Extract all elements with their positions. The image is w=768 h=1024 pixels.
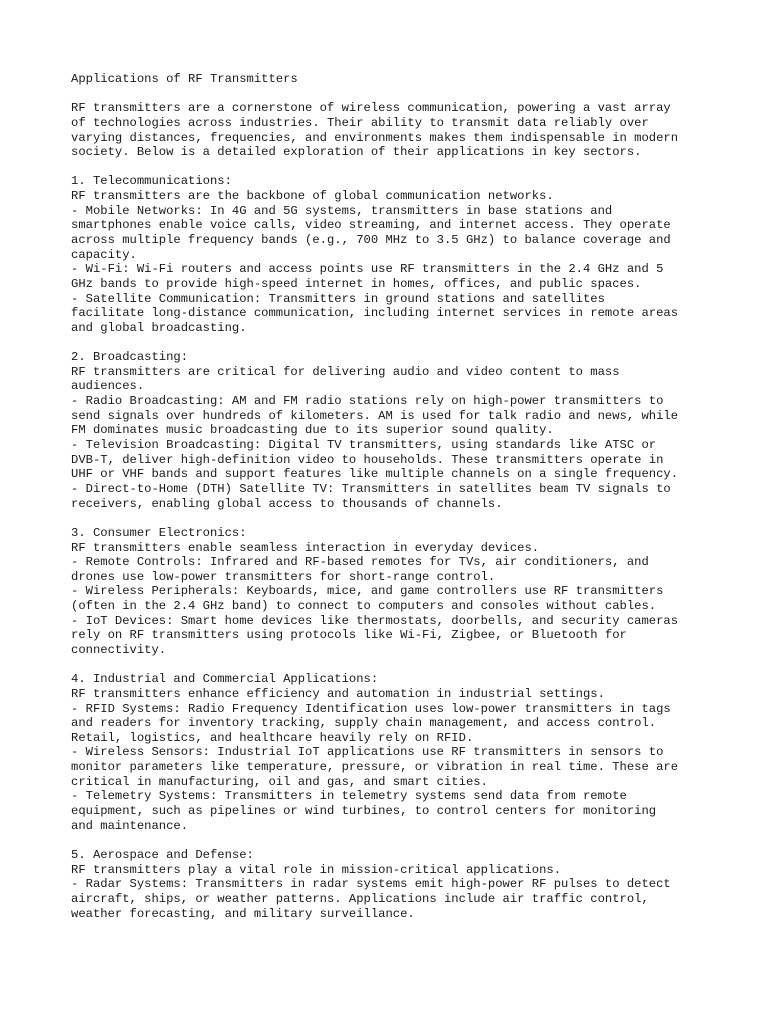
section-line: monitor parameters like temperature, pressure, or vibration in real time. These are <box>71 760 679 775</box>
section-line: - Radar Systems: Transmitters in radar systems emit high-power RF pulses to detect <box>71 877 671 892</box>
spacer <box>71 833 711 848</box>
section-line: smartphones enable voice calls, video streaming, and internet access. They operate <box>71 218 671 233</box>
section-line: weather forecasting, and military surveillance. <box>71 906 415 921</box>
section-telecommunications <box>71 174 711 335</box>
section-line: (often in the 2.4 GHz band) to connect to computers and consoles without cables. <box>71 599 657 614</box>
section-line: equipment, such as pipelines or wind turbines, to control centers for monitoring <box>71 804 657 819</box>
section-line: across multiple frequency bands (e.g., 700 MHz to 3.5 GHz) to balance coverage and <box>71 233 671 248</box>
section-line: critical in manufacturing, oil and gas, and smart cities. <box>71 774 488 789</box>
section-line: RF transmitters enhance efficiency and automation in industrial settings. <box>71 686 605 701</box>
section-aerospace-defense <box>71 848 711 921</box>
section-heading: 4. Industrial and Commercial Applications: <box>71 672 379 687</box>
section-line: receivers, enabling global access to thousands of channels. <box>71 496 503 511</box>
section-line: - Wi-Fi: Wi-Fi routers and access points use RF transmitters in the 2.4 GHz and 5 <box>71 262 664 277</box>
section-line: FM dominates music broadcasting due to its superior sound quality. <box>71 423 554 438</box>
section-consumer-electronics <box>71 526 711 658</box>
section-broadcasting <box>71 350 711 511</box>
section-line: - Satellite Communication: Transmitters in ground stations and satellites <box>71 291 605 306</box>
section-line: aircraft, ships, or weather patterns. Applications include air traffic control, <box>71 891 649 906</box>
spacer <box>71 160 711 175</box>
spacer <box>71 511 711 526</box>
section-line: - Mobile Networks: In 4G and 5G systems, transmitters in base stations and <box>71 203 613 218</box>
section-heading: 3. Consumer Electronics: <box>71 525 247 540</box>
section-line: - Telemetry Systems: Transmitters in telemetry systems send data from remote <box>71 789 627 804</box>
section-line: facilitate long-distance communication, including internet services in remote areas <box>71 306 679 321</box>
section-line: and global broadcasting. <box>71 320 247 335</box>
section-line: - Wireless Peripherals: Keyboards, mice, and game controllers use RF transmitters <box>71 584 664 599</box>
section-line: send signals over hundreds of kilometers. AM is used for talk radio and news, while <box>71 408 679 423</box>
section-line: RF transmitters play a vital role in mission-critical applications. <box>71 862 562 877</box>
spacer <box>71 658 711 673</box>
section-heading: 5. Aerospace and Defense: <box>71 847 254 862</box>
section-line: connectivity. <box>71 642 167 657</box>
section-line: drones use low-power transmitters for short-range control. <box>71 569 496 584</box>
section-line: DVB-T, deliver high-definition video to households. These transmitters operate in <box>71 452 664 467</box>
section-line: audiences. <box>71 379 145 394</box>
section-line: - RFID Systems: Radio Frequency Identification uses low-power transmitters in tags <box>71 701 671 716</box>
intro-line: RF transmitters are a cornerstone of wireless communication, powering a vast array <box>71 101 671 116</box>
section-line: RF transmitters are critical for delivering audio and video content to mass <box>71 364 620 379</box>
section-line: - Direct-to-Home (DTH) Satellite TV: Transmitters in satellites beam TV signals to <box>71 481 671 496</box>
section-line: capacity. <box>71 247 137 262</box>
section-line: rely on RF transmitters using protocols like Wi-Fi, Zigbee, or Bluetooth for <box>71 628 627 643</box>
section-heading: 1. Telecommunications: <box>71 174 232 189</box>
intro-paragraph <box>71 101 711 160</box>
section-line: - Television Broadcasting: Digital TV transmitters, using standards like ATSC or <box>71 438 657 453</box>
section-line: UHF or VHF bands and support features like multiple channels on a single frequency. <box>71 467 679 482</box>
section-line: RF transmitters are the backbone of global communication networks. <box>71 189 554 204</box>
spacer <box>71 336 711 351</box>
section-line: GHz bands to provide high-speed internet in homes, offices, and public spaces. <box>71 276 642 291</box>
spacer <box>71 87 711 102</box>
document-page <box>71 72 711 921</box>
section-line: and maintenance. <box>71 818 189 833</box>
intro-line: society. Below is a detailed exploration of their applications in key sectors. <box>71 145 642 160</box>
section-line: - Remote Controls: Infrared and RF-based remotes for TVs, air conditioners, and <box>71 555 649 570</box>
section-line: - IoT Devices: Smart home devices like thermostats, doorbells, and security cameras <box>71 613 679 628</box>
section-line: Retail, logistics, and healthcare heavily rely on RFID. <box>71 730 474 745</box>
section-line: - Wireless Sensors: Industrial IoT applications use RF transmitters in sensors to <box>71 745 664 760</box>
document-title: Applications of RF Transmitters <box>71 72 298 86</box>
section-line: and readers for inventory tracking, supply chain management, and access control. <box>71 716 657 731</box>
section-line: RF transmitters enable seamless interaction in everyday devices. <box>71 540 540 555</box>
intro-line: of technologies across industries. Their ability to transmit data reliably over <box>71 115 649 130</box>
intro-line: varying distances, frequencies, and environments makes them indispensable in modern <box>71 130 679 145</box>
section-heading: 2. Broadcasting: <box>71 350 189 365</box>
section-industrial-commercial <box>71 672 711 833</box>
section-line: - Radio Broadcasting: AM and FM radio stations rely on high-power transmitters to <box>71 394 664 409</box>
